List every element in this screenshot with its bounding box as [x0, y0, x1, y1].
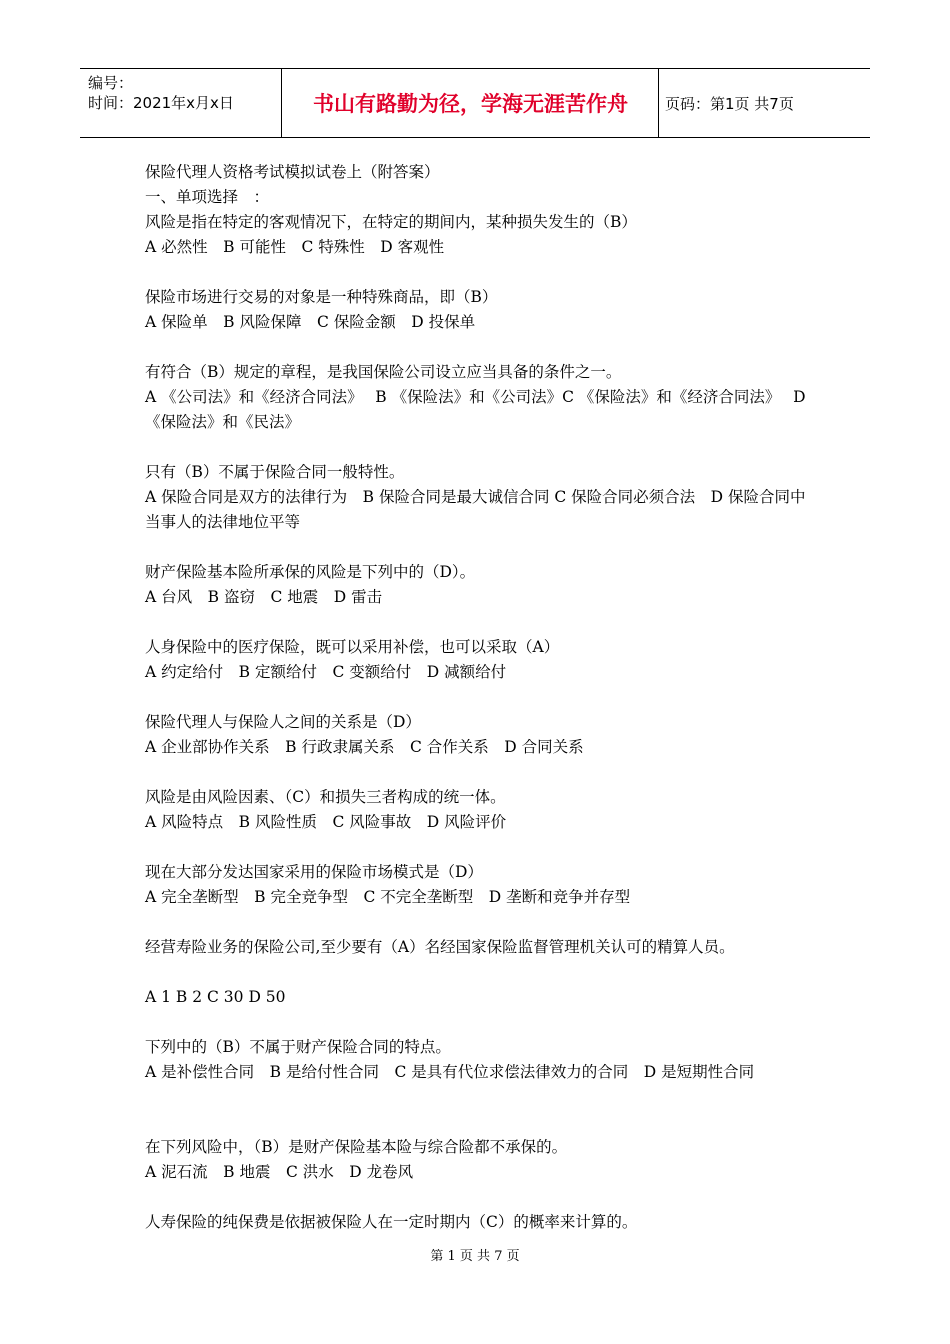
time-label: 时间：2021年x月x日 [88, 94, 234, 112]
question-options: A 1 B 2 C 30 D 50 [145, 988, 286, 1006]
question-text: 保险代理人与保险人之间的关系是（D） [145, 713, 421, 731]
document-title: 保险代理人资格考试模拟试卷上（附答案） [145, 163, 440, 181]
question-text: 现在大部分发达国家采用的保险市场模式是（D） [145, 863, 483, 881]
question-10-options [145, 985, 815, 1010]
question-text: 人寿保险的纯保费是依据被保险人在一定时期内（C）的概率来计算的。 [145, 1213, 638, 1231]
question-text: 在下列风险中，（B）是财产保险基本险与综合险都不承保的。 [145, 1138, 568, 1156]
question-options: A 必然性 B 可能性 C 特殊性 D 客观性 [145, 238, 445, 256]
question-8 [145, 785, 815, 835]
question-text: 风险是指在特定的客观情况下，在特定的期间内，某种损失发生的（B） [145, 213, 637, 231]
section-heading: 一、单项选择 ： [145, 188, 270, 206]
question-options: A 《公司法》和《经济合同法》 B 《保险法》和《公司法》C 《保险法》和《经济合同法》 D 《保险法》和《民法》 [145, 388, 806, 431]
question-options: A 企业部协作关系 B 行政隶属关系 C 合作关系 D 合同关系 [145, 738, 584, 756]
page-footer: 第 1 页 共 7 页 [430, 1249, 520, 1264]
header-motto: 书山有路勤为径，学海无涯苦作舟 [283, 69, 659, 137]
header-meta [80, 69, 282, 137]
question-options: A 是补偿性合同 B 是给付性合同 C 是具有代位求偿法律效力的合同 D 是短期性合同 [145, 1063, 755, 1081]
question-text: 保险市场进行交易的对象是一种特殊商品，即（B） [145, 288, 498, 306]
question-options: A 约定给付 B 定额给付 C 变额给付 D 减额给付 [145, 663, 507, 681]
number-label: 编号： [88, 74, 134, 92]
question-12 [145, 1135, 815, 1185]
header-page-code: 页码：第1页 共7页 [665, 94, 794, 113]
question-7 [145, 710, 815, 760]
question-4 [145, 460, 815, 535]
question-9 [145, 860, 815, 910]
question-options: A 泥石流 B 地震 C 洪水 D 龙卷风 [145, 1163, 414, 1181]
question-5 [145, 560, 815, 610]
question-options: A 风险特点 B 风险性质 C 风险事故 D 风险评价 [145, 813, 507, 831]
question-text: 经营寿险业务的保险公司,至少要有（A）名经国家保险监督管理机关认可的精算人员。 [145, 938, 735, 956]
question-2 [145, 285, 815, 335]
page-header [80, 68, 870, 138]
question-text: 人身保险中的医疗保险，既可以采用补偿，也可以采取（A） [145, 638, 560, 656]
question-1 [145, 210, 815, 260]
question-10 [145, 935, 815, 960]
question-text: 下列中的（B）不属于财产保险合同的特点。 [145, 1038, 451, 1056]
question-options: A 完全垄断型 B 完全竞争型 C 不完全垄断型 D 垄断和竞争并存型 [145, 888, 631, 906]
question-options: A 台风 B 盗窃 C 地震 D 雷击 [145, 588, 383, 606]
question-text: 风险是由风险因素、（C）和损失三者构成的统一体。 [145, 788, 506, 806]
question-6 [145, 635, 815, 685]
document-body [145, 160, 815, 1260]
question-text: 财产保险基本险所承保的风险是下列中的（D）。 [145, 563, 476, 581]
question-options: A 保险合同是双方的法律行为 B 保险合同是最大诚信合同 C 保险合同必须合法 D 保险合同中当事人的法律地位平等 [145, 488, 806, 531]
question-options: A 保险单 B 风险保障 C 保险金额 D 投保单 [145, 313, 476, 331]
question-13 [145, 1210, 815, 1235]
question-text: 只有（B）不属于保险合同一般特性。 [145, 463, 405, 481]
question-3 [145, 360, 815, 435]
question-text: 有符合（B）规定的章程，是我国保险公司设立应当具备的条件之一。 [145, 363, 622, 381]
question-11 [145, 1035, 815, 1085]
